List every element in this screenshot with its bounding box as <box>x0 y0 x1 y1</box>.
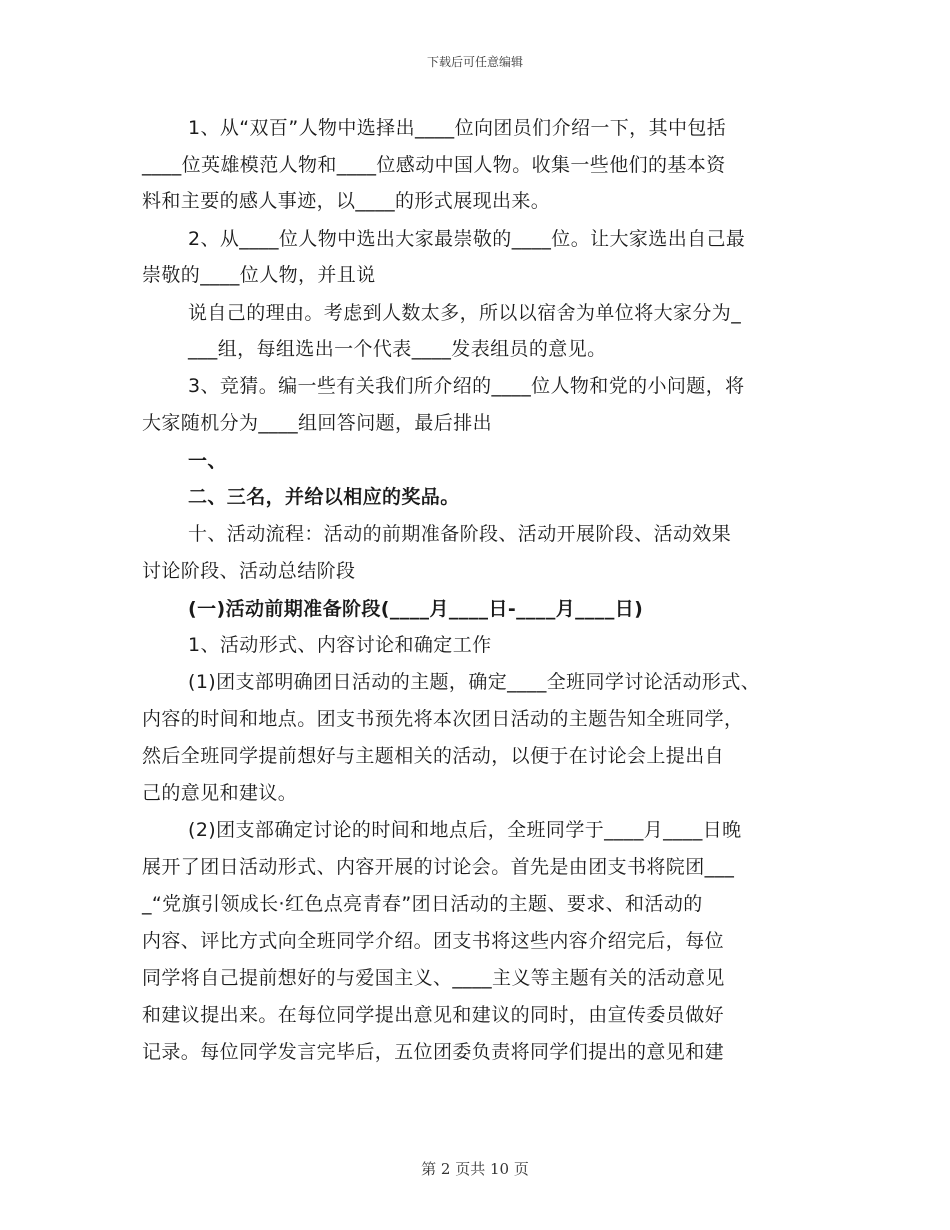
page-header: 下载后可任意编辑 <box>426 55 523 69</box>
body-line: _“党旗引领成长·红色点亮青春”团日活动的主题、要求、和活动的 <box>142 893 703 915</box>
body-line: 3、竞猜。编一些有关我们所介绍的____位人物和党的小问题，将 <box>188 375 745 397</box>
body-line: 2、从____位人物中选出大家最崇敬的____位。让大家选出自己最 <box>188 228 746 250</box>
body-line: 同学将自己提前想好的与爱国主义、____主义等主题有关的活动意见 <box>142 967 725 989</box>
body-line: 展开了团日活动形式、内容开展的讨论会。首先是由团支书将院团___ <box>142 856 735 878</box>
body-line: 料和主要的感人事迹，以____的形式展现出来。 <box>142 190 551 212</box>
body-line: 内容、评比方式向全班同学介绍。团支书将这些内容介绍完后，每位 <box>142 930 725 952</box>
heading-line: 二、三名，并给以相应的奖品。 <box>188 486 460 508</box>
heading-line: 一、 <box>188 450 227 472</box>
body-line: ____位英雄模范人物和____位感动中国人物。收集一些他们的基本资 <box>142 154 726 176</box>
body-line: (2)团支部确定讨论的时间和地点后，全班同学于____月____日晚 <box>188 819 742 841</box>
body-line: 1、活动形式、内容讨论和确定工作 <box>188 634 492 656</box>
page-footer: 第 2 页共 10 页 <box>421 1160 529 1178</box>
body-line: 1、从“双百”人物中选择出____位向团员们介绍一下，其中包括 <box>188 117 727 139</box>
body-line: 十、活动流程：活动的前期准备阶段、活动开展阶段、活动效果 <box>188 523 732 545</box>
body-line: 说自己的理由。考虑到人数太多，所以以宿舍为单位将大家分为_ <box>188 302 742 324</box>
body-line: 崇敬的____位人物，并且说 <box>142 264 376 286</box>
body-line: 然后全班同学提前想好与主题相关的活动，以便于在讨论会上提出自 <box>142 745 725 767</box>
body-line: 己的意见和建议。 <box>142 782 298 804</box>
body-line: (1)团支部明确团日活动的主题，确定____全班同学讨论活动形式、 <box>188 671 761 693</box>
body-line: 讨论阶段、活动总结阶段 <box>142 560 356 582</box>
body-line: ___组，每组选出一个代表____发表组员的意见。 <box>188 338 607 360</box>
body-line: 大家随机分为____组回答问题，最后排出 <box>142 412 493 434</box>
body-line: 记录。每位同学发言完毕后，五位团委负责将同学们提出的意见和建 <box>142 1041 725 1063</box>
body-line: 内容的时间和地点。团支书预先将本次团日活动的主题告知全班同学， <box>142 708 744 730</box>
section-heading: (一)活动前期准备阶段(____月____日-____月____日) <box>188 598 644 620</box>
body-line: 和建议提出来。在每位同学提出意见和建议的同时，由宣传委员做好 <box>142 1004 725 1026</box>
